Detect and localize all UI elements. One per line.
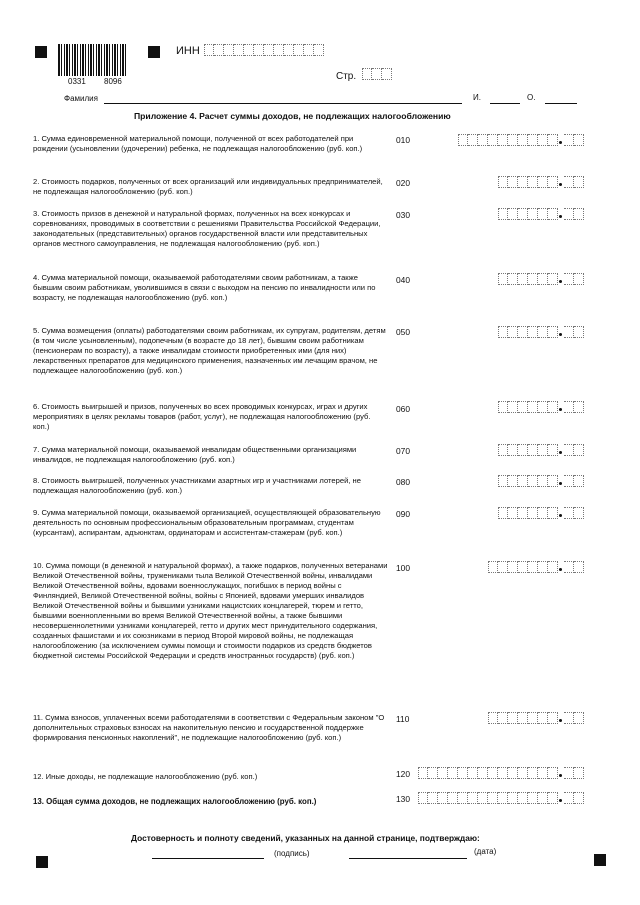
line-code-130: 130 <box>396 794 410 804</box>
item-text-070: 7. Сумма материальной помощи, оказываемой инвалидам общественными организациями инвалидов, не подлежащая налогообложению (руб. коп.) <box>33 445 357 464</box>
confirmation-text: Достоверность и полноту сведений, указанных на данной странице, подтверждаю: <box>131 833 480 843</box>
item-text-030: 3. Стоимость призов в денежной и натуральной формах, полученных на всех конкурсах и соревнованиях, проводимых в соответствии с решениями Правительства Российской Федерации, законодательных (представительных) органов государственной власти или представительных органов местного самоуправления, не подлежащая налогообложению (руб. коп.) <box>33 209 381 248</box>
inn-field[interactable] <box>204 44 324 56</box>
line-code-070: 070 <box>396 446 410 456</box>
date-label: (дата) <box>474 847 497 856</box>
barcode <box>58 44 128 76</box>
line-code-120: 120 <box>396 769 410 779</box>
barcode-number-left: 0331 <box>68 77 86 86</box>
line-code-060: 060 <box>396 404 410 414</box>
item-text-010: 1. Сумма единовременной материальной помощи, полученной от всех работодателей при рождении (усыновлении (удочерении) ребенка, не подлежащая налогообложению (руб. коп.) <box>33 134 363 153</box>
item-text-100: 10. Сумма помощи (в денежной и натуральной формах), а также подарков, полученных ветеранами Великой Отечественной войны, тружениками тыла Великой Отечественной войны, инвалидами Великой Отечественной войны, вдовами военнослужащих, погибших в период войны с Финляндией, Великой Отечественной войны, войны с Японией, вдовами умерших инвалидов Великой Отечественной войны и бывшими узниками нацистских концлагерей, тюрем и гетто, бывшими военнопленными во время Великой Отечественной войны, а также бывшими несовершеннолетними узниками концлагерей, гетто и других мест принудительного содержания, созданных фашистами и их союзниками в период Второй мировой войны, не подлежащая налогообложению (за исключением суммы помощи и стоимости подарков из средств бюджетов бюджетной системы Российской Федерации и средств иностранных государств) (руб. коп.) <box>33 561 388 660</box>
line-code-110: 110 <box>396 714 410 724</box>
page-label: Стр. <box>336 71 357 82</box>
line-code-050: 050 <box>396 327 410 337</box>
amount-field-120[interactable] <box>418 767 584 779</box>
barcode-number-right: 8096 <box>104 77 122 86</box>
amount-field-010[interactable] <box>458 134 584 146</box>
item-text-020: 2. Стоимость подарков, полученных от всех организаций или индивидуальных предпринимателей, не подлежащая налогообложению (руб. коп.) <box>33 177 383 196</box>
line-code-080: 080 <box>396 477 410 487</box>
line-code-010: 010 <box>396 135 410 145</box>
item-text-120: 12. Иные доходы, не подлежащие налогообложению (руб. коп.) <box>33 772 258 781</box>
line-code-020: 020 <box>396 178 410 188</box>
surname-label: Фамилия <box>64 94 98 103</box>
amount-field-110[interactable] <box>488 712 584 724</box>
date-line[interactable] <box>349 858 467 859</box>
line-code-090: 090 <box>396 509 410 519</box>
initial-i-label: И. <box>473 93 481 102</box>
registration-marker-bottom-left <box>36 856 48 868</box>
amount-field-060[interactable] <box>498 401 584 413</box>
line-code-100: 100 <box>396 563 410 573</box>
item-text-130: 13. Общая сумма доходов, не подлежащих налогообложению (руб. коп.) <box>33 797 317 806</box>
page-number-field[interactable] <box>362 68 392 80</box>
amount-field-040[interactable] <box>498 273 584 285</box>
item-text-060: 6. Стоимость выигрышей и призов, полученных во всех проводимых конкурсах, играх и других мероприятиях в целях рекламы товаров (работ, услуг), не подлежащая налогообложению (руб. коп.) <box>33 402 371 431</box>
surname-line[interactable] <box>104 103 462 104</box>
line-code-040: 040 <box>396 275 410 285</box>
initial-o-line[interactable] <box>545 103 577 104</box>
item-text-050: 5. Сумма возмещения (оплаты) работодателями своим работникам, их супругам, родителям, детям (в том числе усыновленным), подопечным (в возрасте до 18 лет), бывшим своим работникам (пенсионерам по возрасту), а также инвалидам стоимости приобретенных ими (для них) лекарственных препаратов для медицинского применения, назначенных им лечащим врачом, не подлежащее налогообложению (руб. коп.) <box>33 326 386 375</box>
item-text-040: 4. Сумма материальной помощи, оказываемой работодателями своим работникам, а также бывшим своим работникам, уволившимся в связи с выходом на пенсию по инвалидности или по возрасту, не подлежащая налогообложению (руб. коп.) <box>33 273 376 302</box>
amount-field-050[interactable] <box>498 326 584 338</box>
initial-o-label: О. <box>527 93 536 102</box>
inn-label: ИНН <box>176 45 200 57</box>
amount-field-100[interactable] <box>488 561 584 573</box>
item-text-090: 9. Сумма материальной помощи, оказываемой организацией, осуществляющей образовательную деятельность по основным профессиональным образовательным программам, студентам (курсантам), аспирантам, адъюнктам, ординаторам и ассистентам-стажерам (руб. коп.) <box>33 508 381 537</box>
amount-field-080[interactable] <box>498 475 584 487</box>
amount-field-030[interactable] <box>498 208 584 220</box>
signature-label: (подпись) <box>274 849 310 858</box>
amount-field-090[interactable] <box>498 507 584 519</box>
line-code-030: 030 <box>396 210 410 220</box>
signature-line[interactable] <box>152 858 264 859</box>
amount-field-020[interactable] <box>498 176 584 188</box>
amount-field-070[interactable] <box>498 444 584 456</box>
registration-marker-bottom-right <box>594 854 606 866</box>
page-title: Приложение 4. Расчет суммы доходов, не подлежащих налогообложению <box>134 111 451 121</box>
registration-marker-top-left <box>35 46 47 58</box>
registration-marker-top-right <box>148 46 160 58</box>
initial-i-line[interactable] <box>490 103 520 104</box>
item-text-080: 8. Стоимость выигрышей, полученных участниками азартных игр и участниками лотерей, не подлежащая налогообложению (руб. коп.) <box>33 476 361 495</box>
item-text-110: 11. Сумма взносов, уплаченных всеми работодателями в соответствии с Федеральным законом "О дополнительных страховых взносах на накопительную пенсию и государственной поддержке формирования пенсионных накоплений", не подлежащие налогообложению (руб. коп.) <box>33 713 385 742</box>
amount-field-130[interactable] <box>418 792 584 804</box>
